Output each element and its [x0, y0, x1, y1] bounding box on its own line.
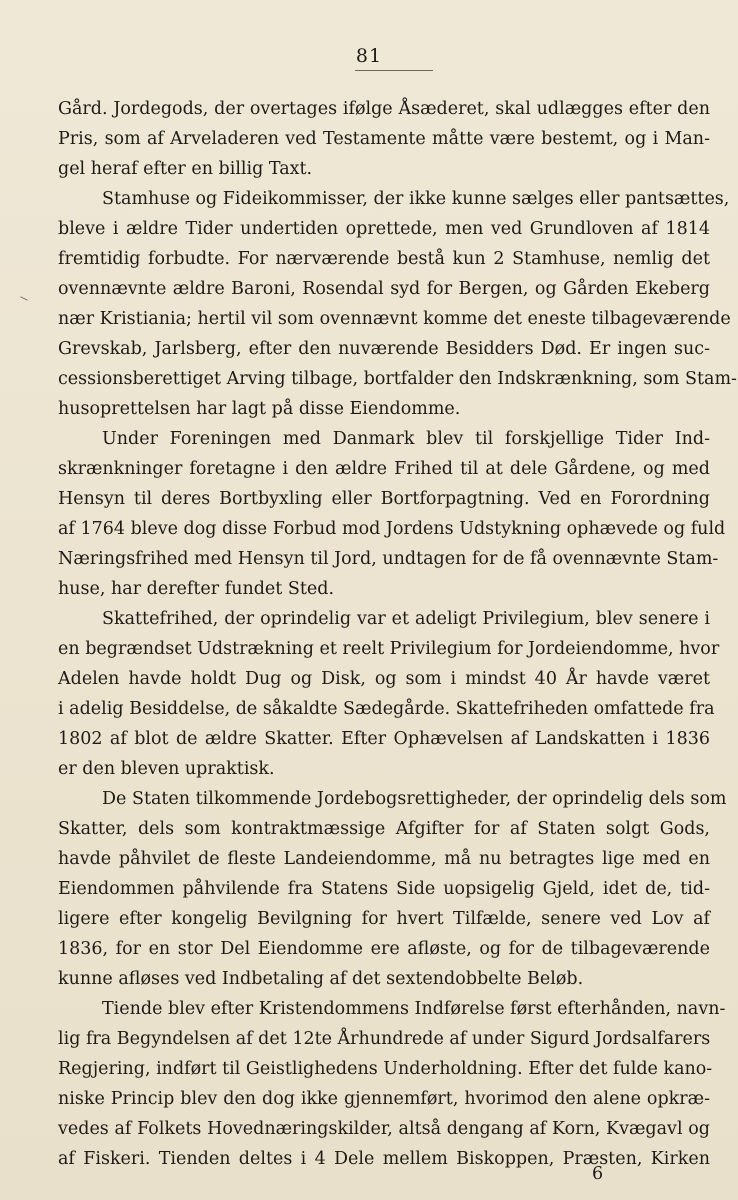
text-line: en begrændset Udstrækning et reelt Privilegium for Jordeiendomme, hvor [58, 639, 720, 659]
text-line: ligere efter kongelig Bevilgning for hvert Tilfælde, senere ved Lov af [58, 909, 710, 929]
text-line: niske Princip blev den dog ikke gjennemført, hvorimod den alene opkræ- [58, 1089, 710, 1109]
text-line: i adelig Besiddelse, de såkaldte Sædegårde. Skattefriheden omfattede fra [58, 699, 715, 719]
header-rule [355, 70, 433, 71]
text-line: huse, har derefter fundet Sted. [58, 579, 335, 599]
text-line: Regjering, indført til Geistlighedens Underholdning. Efter det fulde kano- [58, 1059, 713, 1079]
text-line: skrænkninger foretagne i den ældre Frihed til at dele Gårdene, og med [58, 459, 710, 479]
text-line: De Staten tilkommende Jordebogsrettigheder, der oprindelig dels som [102, 789, 727, 809]
text-line: Under Foreningen med Danmark blev til forskjellige Tider Ind- [102, 429, 710, 449]
text-line: bleve i ældre Tider undertiden oprettede, men ved Grundloven af 1814 [58, 219, 710, 239]
text-line: Pris, som af Arveladeren ved Testamente måtte være bestemt, og i Man- [58, 129, 710, 149]
text-line: ovennævnte ældre Baroni, Rosendal syd for Bergen, og Gården Ekeberg [58, 279, 710, 299]
margin-mark [20, 296, 28, 300]
text-line: cessionsberettiget Arving tilbage, bortfalder den Indskrænkning, som Stam- [58, 369, 737, 389]
text-line: Eiendommen påhvilende fra Statens Side uopsigelig Gjeld, idet de, tid- [58, 879, 710, 899]
text-line: Skatter, dels som kontraktmæssige Afgifter for af Staten solgt Gods, [58, 819, 710, 839]
text-line: er den bleven upraktisk. [58, 759, 275, 779]
text-line: husoprettelsen har lagt på disse Eiendomme. [58, 399, 461, 419]
text-line: Skattefrihed, der oprindelig var et adeligt Privilegium, blev senere i [102, 609, 710, 629]
text-line: vedes af Folkets Hovednæringskilder, altså dengang af Korn, Kvægavl og [58, 1119, 710, 1139]
signature-mark: 6 [592, 1164, 604, 1184]
text-line: fremtidig forbudte. For nærværende bestå kun 2 Stamhuse, nemlig det [58, 249, 710, 269]
text-line: havde påhvilet de fleste Landeiendomme, må nu betragtes lige med en [58, 849, 710, 869]
text-line: Næringsfrihed med Hensyn til Jord, undtagen for de få ovennævnte Stam- [58, 549, 719, 569]
text-line: 1802 af blot de ældre Skatter. Efter Ophævelsen af Landskatten i 1836 [58, 729, 710, 749]
text-line: 1836, for en stor Del Eiendomme ere afløste, og for de tilbageværende [58, 939, 710, 959]
text-line: Stamhuse og Fideikommisser, der ikke kunne sælges eller pantsættes, [102, 189, 730, 209]
text-line: af 1764 bleve dog disse Forbud mod Jordens Udstykning ophævede og fuld [58, 519, 726, 539]
page-number: 81 [355, 45, 383, 67]
text-line: af Fiskeri. Tienden deltes i 4 Dele mellem Biskoppen, Præsten, Kirken [58, 1149, 710, 1169]
text-line: Adelen havde holdt Dug og Disk, og som i mindst 40 År havde været [58, 669, 710, 689]
text-line: Hensyn til deres Bortbyxling eller Bortforpagtning. Ved en Forordning [58, 489, 710, 509]
text-line: nær Kristiania; hertil vil som ovennævnt komme det eneste tilbageværende [58, 309, 731, 329]
text-line: Grevskab, Jarlsberg, efter den nuværende Besidders Død. Er ingen suc- [58, 339, 710, 359]
text-line: Gård. Jordegods, der overtages ifølge Åsæderet, skal udlægges efter den [58, 99, 710, 119]
text-line: lig fra Begyndelsen af det 12te Århundrede af under Sigurd Jordsalfarers [58, 1029, 711, 1049]
text-line: Tiende blev efter Kristendommens Indførelse først efterhånden, navn- [102, 999, 726, 1019]
text-line: kunne afløses ved Indbetaling af det sextendobbelte Beløb. [58, 969, 584, 989]
text-line: gel heraf efter en billig Taxt. [58, 159, 313, 179]
body-text [58, 94, 737, 1174]
